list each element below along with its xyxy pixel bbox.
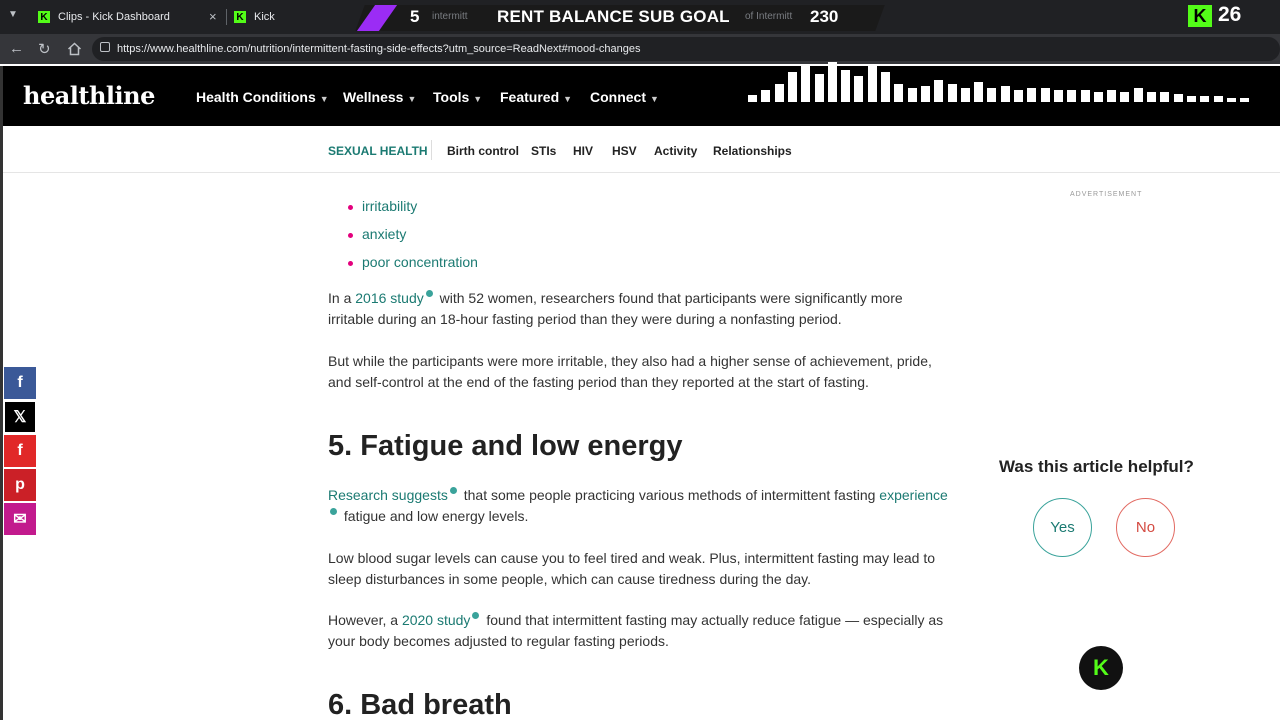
nav-wellness[interactable] bbox=[343, 89, 416, 105]
share-pinterest-button[interactable] bbox=[4, 469, 36, 501]
subnav-item-hiv[interactable]: HIV bbox=[573, 144, 594, 158]
verified-source-icon bbox=[330, 508, 337, 515]
visualizer-bar bbox=[828, 62, 837, 102]
subnav-item-birth-control[interactable]: Birth control bbox=[447, 144, 519, 158]
bullet-icon bbox=[348, 233, 353, 238]
nav-health-conditions[interactable] bbox=[196, 89, 329, 105]
visualizer-bar bbox=[1174, 94, 1183, 102]
share-facebook-button[interactable] bbox=[4, 367, 36, 399]
share-flipboard-button[interactable] bbox=[4, 435, 36, 467]
x-icon: 𝕏 bbox=[13, 409, 27, 426]
viewer-count: 26 bbox=[1218, 3, 1242, 26]
list-item bbox=[348, 192, 478, 220]
visualizer-bar bbox=[987, 88, 996, 102]
section-subnav bbox=[3, 126, 1280, 173]
visualizer-bar bbox=[1160, 92, 1169, 102]
verified-source-icon bbox=[426, 290, 433, 297]
site-info-icon[interactable] bbox=[100, 42, 110, 52]
tab-search-chevron-icon[interactable]: ▼ bbox=[8, 9, 18, 20]
chevron-down-icon: ▼ bbox=[650, 94, 659, 104]
back-arrow-icon[interactable]: ← bbox=[9, 40, 24, 57]
visualizer-bar bbox=[894, 84, 903, 102]
list-item-link[interactable]: poor concentration bbox=[362, 254, 478, 270]
tab-separator bbox=[226, 9, 227, 25]
audio-visualizer bbox=[748, 66, 1268, 126]
site-header bbox=[3, 66, 1280, 126]
visualizer-bar bbox=[1120, 92, 1129, 102]
nav-featured[interactable] bbox=[500, 89, 572, 105]
nav-connect[interactable] bbox=[590, 89, 659, 105]
visualizer-bar bbox=[1200, 96, 1209, 102]
nav-label: Tools bbox=[433, 89, 470, 105]
address-bar[interactable] bbox=[92, 37, 1280, 61]
paragraph-blood-sugar: Low blood sugar levels can cause you to feel tired and weak. Plus, intermittent fasting may lead to sleep disturbances in some people, which can cause tiredness during the day. bbox=[328, 550, 936, 587]
home-icon[interactable] bbox=[67, 42, 82, 56]
visualizer-bar bbox=[934, 80, 943, 102]
browser-tab-strip bbox=[0, 0, 1280, 34]
visualizer-bar bbox=[868, 66, 877, 102]
visualizer-bar bbox=[1147, 92, 1156, 102]
visualizer-bar bbox=[908, 88, 917, 102]
overlay-faded-text: of Intermitt bbox=[745, 11, 793, 22]
visualizer-bar bbox=[748, 95, 757, 102]
visualizer-bar bbox=[948, 84, 957, 102]
kick-floating-button[interactable] bbox=[1079, 646, 1123, 690]
subnav-item-activity[interactable]: Activity bbox=[654, 144, 698, 158]
bullet-icon bbox=[348, 205, 353, 210]
share-email-button[interactable] bbox=[4, 503, 36, 535]
nav-label: Featured bbox=[500, 89, 560, 105]
visualizer-bar bbox=[1134, 88, 1143, 102]
email-icon: ✉ bbox=[13, 511, 27, 528]
subnav-item-relationships[interactable]: Relationships bbox=[713, 144, 792, 158]
experience-link[interactable]: experience bbox=[879, 487, 948, 503]
visualizer-bar bbox=[1227, 98, 1236, 102]
facebook-icon: f bbox=[17, 374, 23, 391]
paragraph-research bbox=[328, 485, 948, 527]
visualizer-bar bbox=[1014, 90, 1023, 102]
kick-logo-icon: K bbox=[234, 11, 246, 23]
visualizer-bar bbox=[921, 86, 930, 102]
tab-label: Kick bbox=[254, 11, 275, 23]
sub-goal-count: 230 bbox=[810, 7, 839, 26]
kick-logo-icon: K bbox=[1093, 655, 1109, 680]
visualizer-bar bbox=[1240, 98, 1249, 102]
tab-kick[interactable] bbox=[234, 4, 275, 30]
paragraph-text: with 52 women, researchers found that participants were significantly more irritable during an 18-hour fasting period than they were during a nonfasting period. bbox=[328, 290, 903, 327]
share-x-button[interactable] bbox=[4, 401, 36, 433]
visualizer-bar bbox=[1067, 90, 1076, 102]
visualizer-bar bbox=[1054, 90, 1063, 102]
reload-icon[interactable]: ↻ bbox=[38, 41, 51, 58]
visualizer-bar bbox=[854, 76, 863, 102]
feedback-yes-button[interactable]: Yes bbox=[1033, 498, 1092, 557]
visualizer-bar bbox=[1094, 92, 1103, 102]
verified-source-icon bbox=[450, 487, 457, 494]
visualizer-bar bbox=[761, 90, 770, 102]
visualizer-bar bbox=[1107, 90, 1116, 102]
paragraph-text: In a bbox=[328, 290, 356, 306]
url-text: https://www.healthline.com/nutrition/intermittent-fasting-side-effects?utm_source=ReadNext#mood-changes bbox=[117, 43, 641, 55]
paragraph-text: fatigue and low energy levels. bbox=[340, 508, 529, 524]
symptom-list bbox=[348, 192, 478, 276]
flipboard-icon: f bbox=[17, 442, 23, 459]
paragraph-text: found that intermittent fasting may actually reduce fatigue — especially as your body becomes adjusted to regular fasting periods. bbox=[328, 612, 944, 649]
nav-label: Health Conditions bbox=[196, 89, 316, 105]
visualizer-bar bbox=[1214, 96, 1223, 102]
subnav-title[interactable]: SEXUAL HEALTH bbox=[328, 144, 428, 158]
visualizer-bar bbox=[961, 88, 970, 102]
bullet-icon bbox=[348, 261, 353, 266]
subnav-item-hsv[interactable]: HSV bbox=[612, 144, 637, 158]
visualizer-bar bbox=[1187, 96, 1196, 102]
study-link[interactable]: 2016 study bbox=[355, 290, 424, 306]
chevron-down-icon: ▼ bbox=[563, 94, 573, 104]
paragraph-text: that some people practicing various methods of intermittent fasting bbox=[459, 487, 880, 503]
browser-toolbar bbox=[0, 34, 1280, 64]
subnav-item-stis[interactable]: STIs bbox=[531, 144, 557, 158]
subnav-divider bbox=[431, 140, 432, 160]
chevron-down-icon: ▼ bbox=[407, 94, 417, 104]
pinterest-icon: p bbox=[15, 476, 25, 493]
chevron-down-icon: ▼ bbox=[319, 94, 329, 104]
sub-goal-label: RENT BALANCE SUB GOAL bbox=[497, 7, 730, 26]
visualizer-bar bbox=[1027, 88, 1036, 102]
visualizer-bar bbox=[1001, 86, 1010, 102]
kick-logo-icon: K bbox=[38, 11, 50, 23]
overlay-left-count: 5 bbox=[410, 7, 420, 26]
research-link[interactable]: Research suggests bbox=[328, 487, 448, 503]
visualizer-bar bbox=[815, 74, 824, 102]
paragraph-achievement: But while the participants were more irritable, they also had a higher sense of achievement, pride, and self-control at the end of the fasting period than they reported at the start of fasting. bbox=[328, 353, 932, 390]
visualizer-bar bbox=[788, 72, 797, 102]
healthline-logo[interactable]: healthline bbox=[23, 81, 155, 110]
advertisement-label: ADVERTISEMENT bbox=[1070, 191, 1143, 198]
visualizer-bar bbox=[801, 66, 810, 102]
overlay-faded-text: intermitt bbox=[432, 11, 468, 22]
visualizer-bar bbox=[881, 72, 890, 102]
visualizer-bar bbox=[841, 70, 850, 102]
visualizer-bar bbox=[1041, 88, 1050, 102]
kick-logo-icon: K bbox=[1188, 5, 1212, 27]
paragraph-2020-study bbox=[328, 610, 948, 652]
list-item bbox=[348, 220, 478, 248]
list-item-link[interactable]: anxiety bbox=[362, 226, 407, 242]
list-item bbox=[348, 248, 478, 276]
list-item-link[interactable]: irritability bbox=[362, 198, 418, 214]
visualizer-bar bbox=[974, 82, 983, 102]
section-heading-fatigue: 5. Fatigue and low energy bbox=[328, 430, 683, 462]
tab-clips-kick-dashboard[interactable] bbox=[38, 4, 170, 30]
nav-label: Wellness bbox=[343, 89, 404, 105]
tab-close-icon[interactable]: × bbox=[209, 9, 217, 24]
study-link[interactable]: 2020 study bbox=[401, 612, 471, 628]
nav-label: Connect bbox=[590, 89, 646, 105]
visualizer-bar bbox=[775, 84, 784, 102]
visualizer-bar bbox=[1081, 90, 1090, 102]
chevron-down-icon: ▼ bbox=[473, 94, 483, 104]
feedback-question: Was this article helpful? bbox=[999, 457, 1194, 476]
section-heading-bad-breath: 6. Bad breath bbox=[328, 689, 512, 720]
paragraph-text: However, a bbox=[328, 612, 402, 628]
feedback-no-button[interactable]: No bbox=[1116, 498, 1175, 557]
paragraph-2016-study bbox=[328, 288, 948, 330]
nav-tools[interactable] bbox=[433, 89, 482, 105]
tab-label: Clips - Kick Dashboard bbox=[58, 11, 170, 23]
verified-source-icon bbox=[472, 612, 479, 619]
